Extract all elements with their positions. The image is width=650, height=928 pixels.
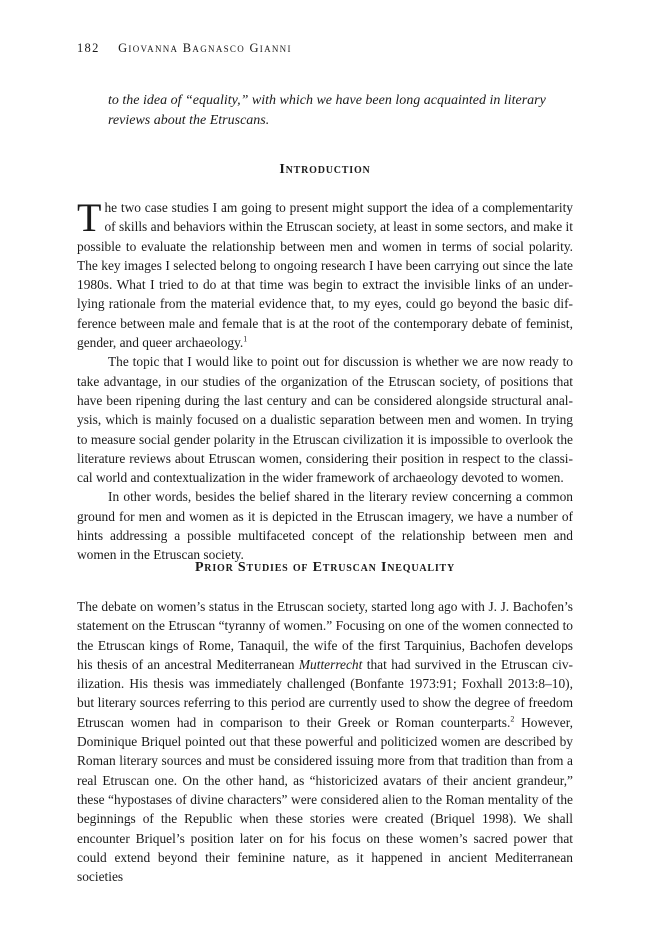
epigraph-text: to the idea of “equality,” with which we have been long acquainted in literary reviews about the Etruscans. [108, 93, 546, 128]
footnote-marker[interactable]: 2 [510, 714, 515, 724]
running-head-author: Giovanna Bagnasco Gianni [118, 41, 292, 55]
paragraph-text: The debate on women’s status in the Etruscan society, started long ago with J. J. Bachofen’s statement on the Etruscan “tyranny of women.” Focusing on one of the women connected to the Etruscan kings of Rome, Tanaquil, the wife of the first Tarquinius, Bachofen develops his thesis of an ancestral Mediterranean [77, 599, 573, 672]
page-number: 182 [77, 41, 100, 55]
introduction-paragraph-2: The topic that I would like to point out for discussion is whether we are now ready to take advantage, in our studies of the organization of the Etruscan society, of positions that have been ripening during the last century and can be considered alongside structural analysis, which is mainly focused on a dualistic separation between men and women. In trying to measure social gender polarity in the Etruscan civilization it is impossible to overlook the literature reviews about Etruscan women, considering their position in respect to the classical world and contextualization in the wider framework of archaeology devoted to women. [77, 354, 573, 486]
paragraph-text: However, Dominique Briquel pointed out that these powerful and politicized women are described by Roman literary sources and must be considered issuing more from that tradition than from a real Etruscan one. On the other hand, as “historicized avatars of their ancient grandeur,” these “hypostases of divine characters” were considered alien to the Roman mentality of the beginnings of the Republic when these stories were created (Briquel 1998). We shall encounter Briquel’s position later on for his focus on these women’s sacred power that could extend beyond their feminine nature, as it happened in ancient Mediterranean societies [77, 714, 573, 885]
running-head [77, 41, 292, 56]
section-heading-prior-studies: Prior Studies of Etruscan Inequality [194, 560, 456, 575]
introduction-paragraph-3: In other words, besides the belief shared in the literary review concerning a common ground for men and women as it is depicted in the Etruscan imagery, we have a number of hints addressing a possible multifaceted concept of the relationship between men and women in the Etruscan society. [77, 489, 573, 563]
italic-term: Mutterrecht [298, 656, 363, 672]
section-heading-introduction: Introduction [279, 162, 371, 177]
paragraph-text: he two case studies I am going to present might support the idea of a complementarity of skills and behaviors within the Etruscan society, at least in some sectors, and make it possible to evaluate the relationship between men and women in terms of social polarity. The key images I selected belong to ongoing research I have been carrying out since the late 1980s. What I tried to do at that time was begin to extract the invisible links of an underlying rationale from the material evidence that, to my eyes, could go beyond the basic difference between male and female that is at the root of the contemporary debate of feminist, gender, and queer archaeology. [77, 200, 573, 351]
footnote-marker[interactable]: 1 [243, 334, 248, 344]
paragraph-text: that had survived in the Etruscan civilization. His thesis was immediately challenged (Bonfante 1973:91; Foxhall 2013:8–10), but literary sources referring to this period are currently used to show the degree of freedom Etruscan women had in comparison to their Greek or Roman counterparts. [77, 656, 574, 730]
drop-cap: T [77, 195, 102, 240]
introduction-body [77, 195, 573, 565]
introduction-paragraph-1 [77, 195, 573, 352]
prior-studies-body [77, 597, 573, 886]
prior-studies-paragraph-1 [77, 597, 573, 886]
